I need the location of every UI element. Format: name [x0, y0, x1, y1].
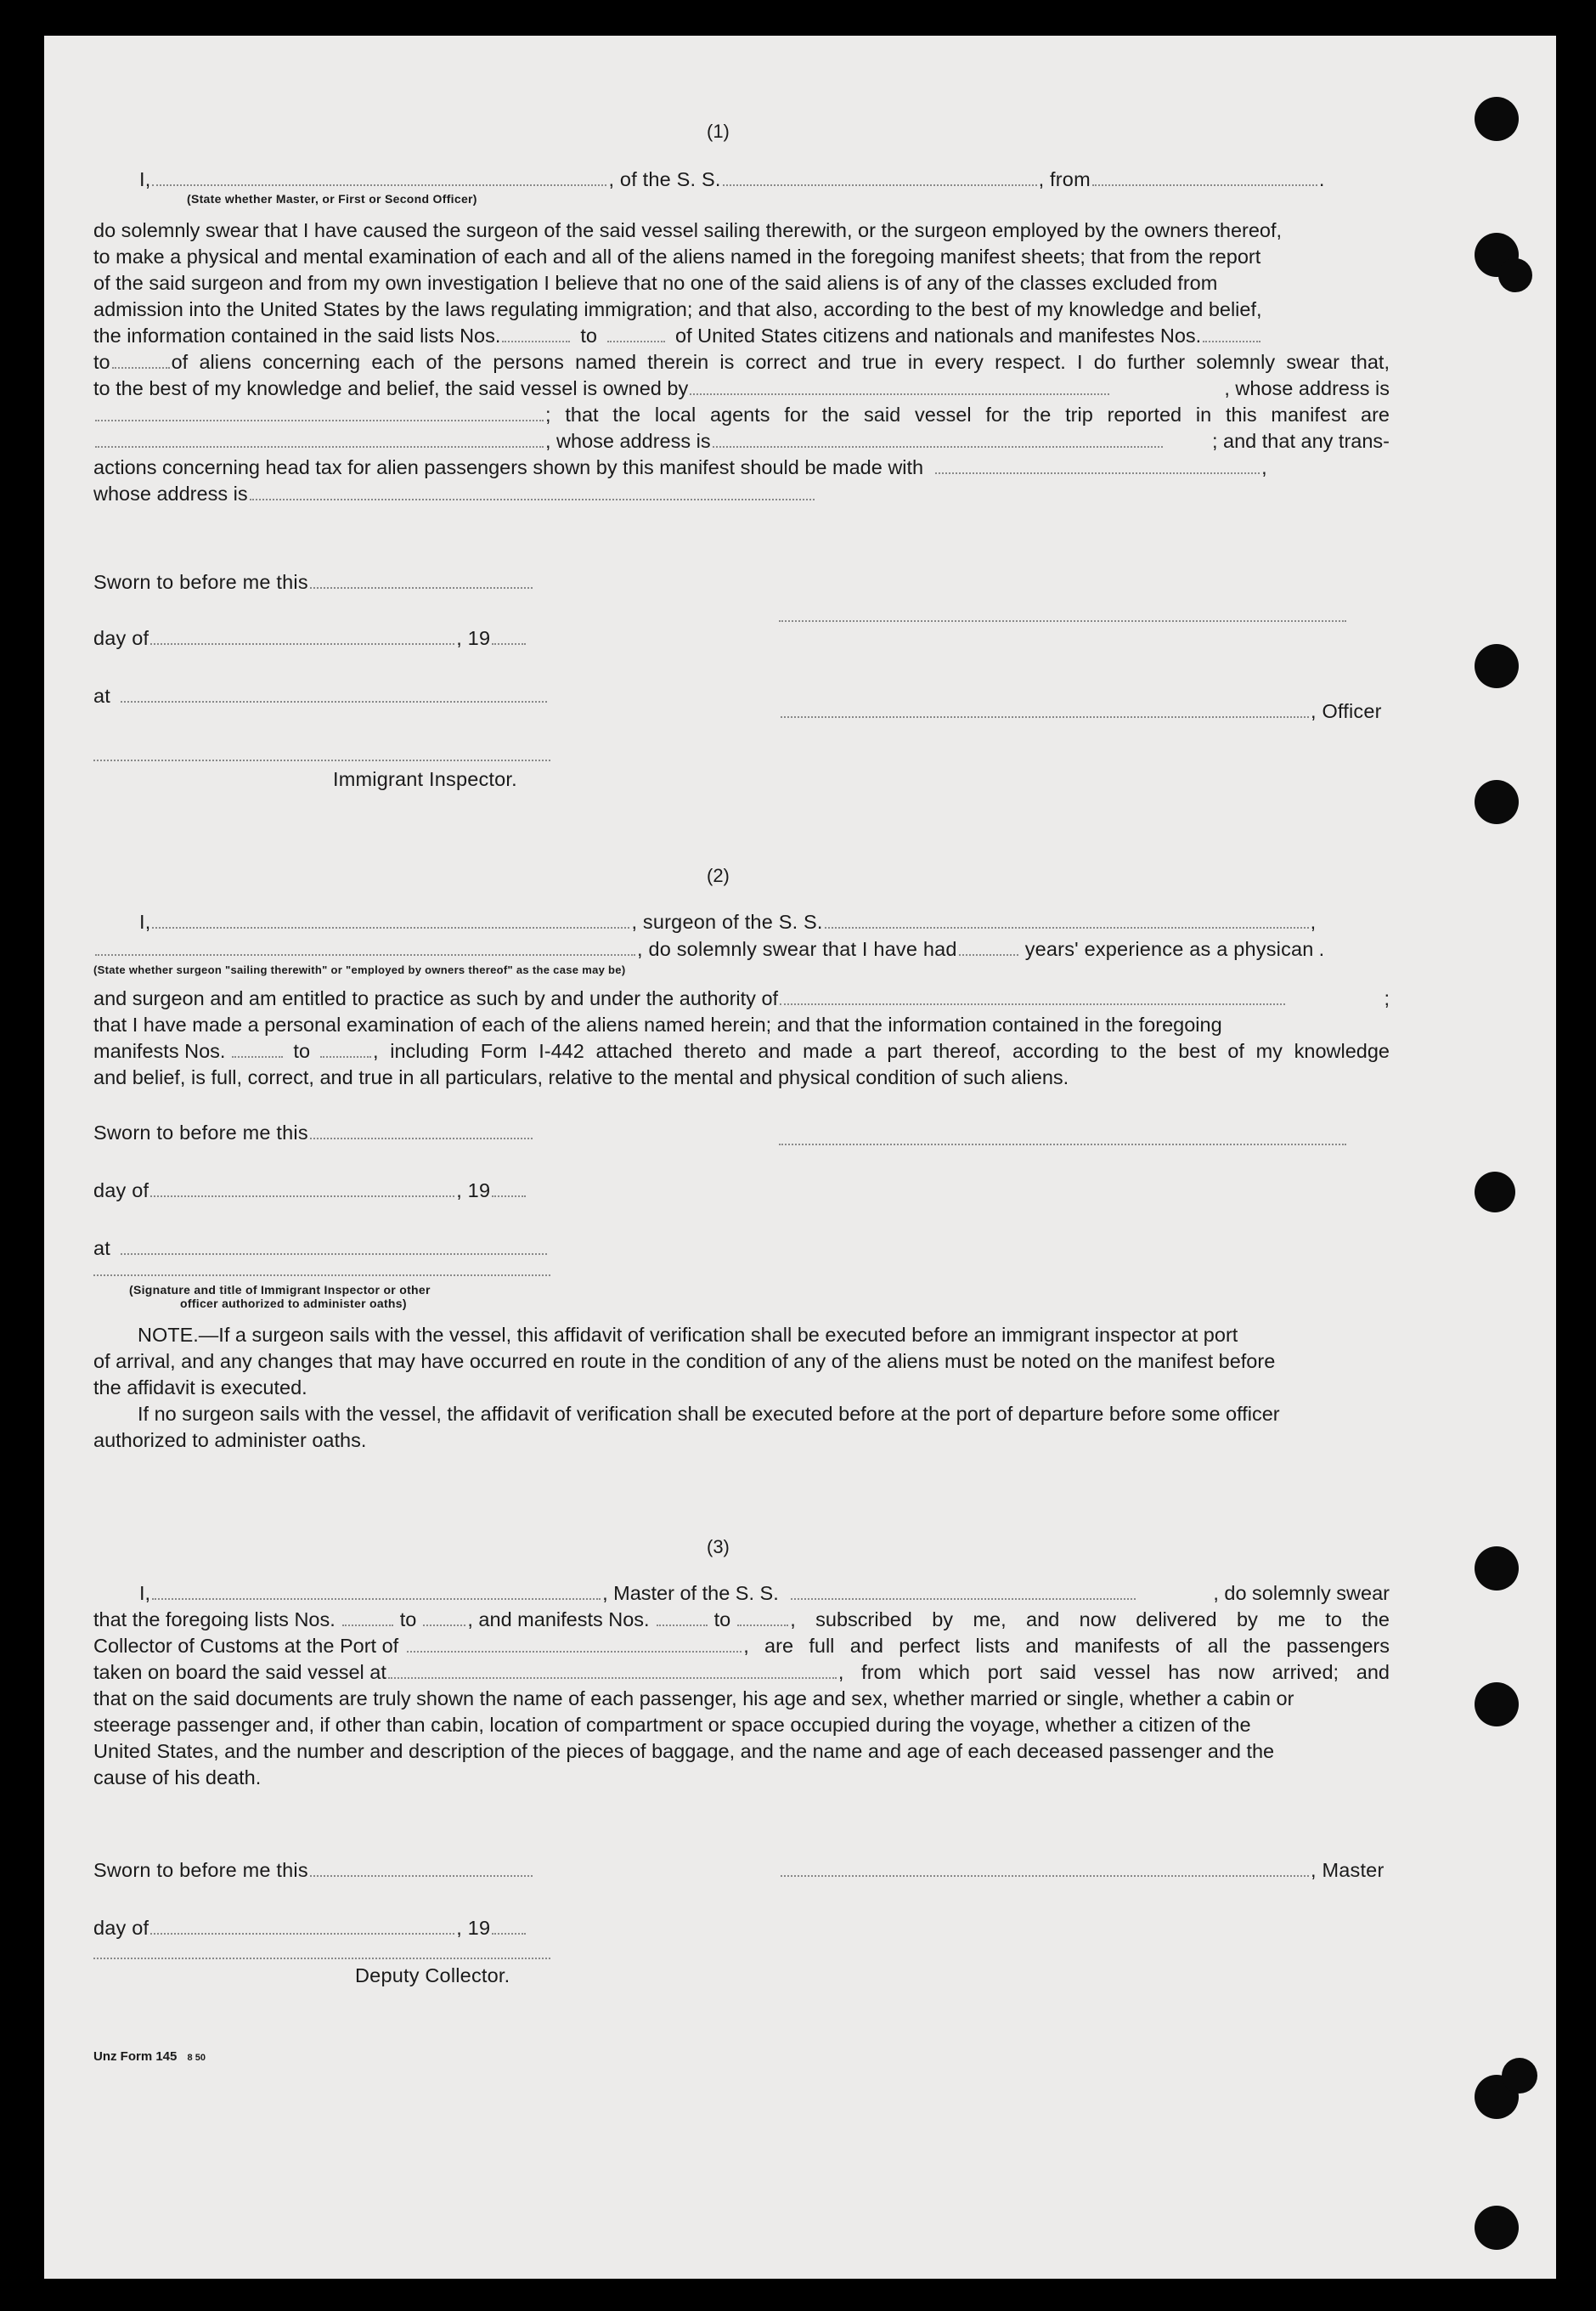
body-line: taken on board the said vessel at , from which port said vessel has now arrived; and: [93, 1661, 1390, 1683]
signature-line[interactable]: [779, 620, 1346, 622]
sworn-line: Sworn to before me this: [93, 1122, 534, 1144]
body-line: actions concerning head tax for alien passengers shown by this manifest should be made with ,: [93, 456, 1267, 478]
inspector-label: Immigrant Inspector.: [333, 768, 517, 790]
signature-note: (Signature and title of Immigrant Inspector or other: [129, 1283, 431, 1297]
manifest-to-field[interactable]: [112, 367, 170, 369]
year-field[interactable]: [492, 643, 526, 645]
place-field[interactable]: [121, 1253, 547, 1255]
manifests-to-field[interactable]: [737, 1624, 788, 1626]
section-2-body: [93, 986, 1390, 1091]
body-line: of the said surgeon and from my own investigation I believe that no one of the said aliens is of any of the classes excluded from: [93, 272, 1218, 294]
section-1-body: [93, 218, 1390, 507]
master-line: I, , of the S. S. , from .: [139, 168, 1325, 190]
owner-field[interactable]: [690, 393, 1109, 395]
punch-hole: [1475, 644, 1519, 688]
body-line: do solemnly swear that I have caused the surgeon of the said vessel sailing therewith, or the surgeon employed by the owners thereof,: [93, 219, 1283, 241]
body-line: to the best of my knowledge and belief, the said vessel is owned by , whose address is: [93, 377, 1390, 399]
manifests-to-field[interactable]: [320, 1056, 371, 1058]
lists-to-field[interactable]: [423, 1624, 465, 1626]
section-3-number: (3): [707, 1536, 730, 1557]
note-line: If no surgeon sails with the vessel, the affidavit of verification shall be executed before at the port of departure before some officer: [138, 1403, 1280, 1425]
day-field[interactable]: [150, 1195, 454, 1197]
authority-field[interactable]: [780, 1003, 1285, 1005]
body-line: admission into the United States by the laws regulating immigration; and that also, according to the best of my knowledge and belief,: [93, 298, 1262, 320]
inspector-signature-line[interactable]: [93, 1274, 550, 1276]
agents-field[interactable]: [95, 446, 544, 448]
body-line: manifests Nos. to , including Form I-442 attached thereto and made a part thereof, according to the best of my knowledge: [93, 1040, 1390, 1062]
body-line: ; that the local agents for the said vessel for the trip reported in this manifest are: [93, 402, 1390, 428]
master-signature-field[interactable]: [781, 1875, 1309, 1877]
section-2-number: (2): [707, 865, 730, 886]
manifest-nos-field[interactable]: [1203, 341, 1260, 342]
body-line: and surgeon and am entitled to practice as such by and under the authority of ;: [93, 987, 1390, 1009]
body-line: steerage passenger and, if other than cabin, location of compartment or space occupied during the voyage, whether a citizen of the: [93, 1714, 1251, 1736]
punch-hole: [1475, 780, 1519, 824]
experience-line: , do solemnly swear that I have had years' experience as a physican .: [93, 938, 1401, 961]
sworn-date-field[interactable]: [310, 587, 533, 589]
from-field[interactable]: [1092, 184, 1317, 186]
punch-hole: [1475, 1546, 1519, 1591]
note-line: the affidavit is executed.: [93, 1376, 307, 1398]
vessel-field[interactable]: [791, 1598, 1136, 1600]
vessel-field[interactable]: [723, 184, 1037, 186]
surgeon-signature-line[interactable]: [779, 1144, 1346, 1145]
years-field[interactable]: [959, 954, 1018, 956]
master-signature-line: , Master: [779, 1859, 1384, 1882]
surgeon-note: (State whether surgeon "sailing therewith" or "employed by owners thereof" as the case may be): [93, 963, 626, 976]
lists-from-field[interactable]: [502, 341, 570, 342]
sworn-date-field[interactable]: [310, 1138, 533, 1139]
manifests-from-field[interactable]: [657, 1624, 708, 1626]
sworn-line: Sworn to before me this: [93, 571, 534, 594]
surgeon-status-field[interactable]: [95, 954, 635, 956]
head-tax-address-field[interactable]: [250, 499, 815, 500]
day-line: day of , 19: [93, 1917, 527, 1940]
at-line: at: [93, 685, 549, 708]
body-line: , whose address is ; and that any trans-: [93, 428, 1390, 455]
officer-signature-field[interactable]: [781, 716, 1309, 718]
day-line: day of , 19: [93, 1179, 527, 1202]
day-field[interactable]: [150, 643, 454, 645]
year-field[interactable]: [492, 1195, 526, 1197]
collector-signature-line[interactable]: [93, 1958, 550, 1959]
officer-line: , Officer: [779, 700, 1382, 723]
boarded-at-field[interactable]: [388, 1677, 837, 1679]
owner-address-field[interactable]: [95, 420, 544, 421]
punch-hole: [1502, 2058, 1537, 2093]
collector-label: Deputy Collector.: [355, 1964, 510, 1986]
body-line: the information contained in the said lists Nos. to of United States citizens and nationals and manifestes Nos.: [93, 323, 1390, 349]
form-id: Unz Form 145 8 50: [93, 2049, 206, 2064]
sworn-line: Sworn to before me this: [93, 1859, 534, 1882]
punch-hole: [1498, 258, 1532, 292]
surgeon-vessel-field[interactable]: [825, 927, 1309, 929]
place-field[interactable]: [121, 701, 547, 703]
body-line: that I have made a personal examination of each of the aliens named herein; and that the information contained in the foregoing: [93, 1014, 1222, 1036]
head-tax-field[interactable]: [935, 472, 1260, 474]
body-line: United States, and the number and description of the pieces of baggage, and the name and age of each deceased passenger and the: [93, 1740, 1275, 1762]
body-line: whose address is: [93, 481, 1390, 507]
at-line: at: [93, 1237, 549, 1260]
master-name-field[interactable]: [152, 1598, 601, 1600]
body-line: to of aliens concerning each of the persons named therein is correct and true in every respect. I do further solemnly swear that,: [93, 351, 1390, 373]
body-line: to make a physical and mental examination of each and all of the aliens named in the foregoing manifest sheets; that from the report: [93, 246, 1261, 268]
manifests-from-field[interactable]: [232, 1056, 283, 1058]
form-page: [44, 36, 1556, 2279]
body-line: cause of his death.: [93, 1766, 262, 1788]
agents-address-field[interactable]: [713, 446, 1163, 448]
body-line: that on the said documents are truly shown the name of each passenger, his age and sex, whether married or single, whether a cabin or: [93, 1687, 1294, 1709]
body-line: Collector of Customs at the Port of , are full and perfect lists and manifests of all the passengers: [93, 1635, 1390, 1657]
note-paragraph: [93, 1322, 1390, 1454]
surgeon-line: I, , surgeon of the S. S. ,: [139, 911, 1317, 933]
section-3-body: [93, 1580, 1390, 1791]
officer-note: (State whether Master, or First or Second Officer): [187, 192, 477, 206]
year-field[interactable]: [492, 1933, 526, 1935]
lists-to-field[interactable]: [607, 341, 665, 342]
day-line: day of , 19: [93, 627, 527, 650]
punch-hole: [1475, 1682, 1519, 1726]
note-line: authorized to administer oaths.: [93, 1429, 367, 1451]
sworn-date-field[interactable]: [310, 1875, 533, 1877]
signature-note: officer authorized to administer oaths): [180, 1297, 407, 1310]
inspector-signature-line[interactable]: [93, 760, 550, 761]
body-line: that the foregoing lists Nos. to , and manifests Nos. to , subscribed by me, and now delivered by me to the: [93, 1608, 1390, 1630]
punch-hole: [1475, 1172, 1515, 1212]
punch-hole: [1475, 97, 1519, 141]
body-line: and belief, is full, correct, and true in all particulars, relative to the mental and physical condition of such aliens.: [93, 1066, 1069, 1088]
punch-hole: [1475, 2206, 1519, 2250]
surgeon-name-field[interactable]: [152, 927, 629, 929]
day-field[interactable]: [150, 1933, 454, 1935]
note-line: of arrival, and any changes that may have occurred en route in the condition of any of the aliens must be noted on the manifest before: [93, 1350, 1276, 1372]
body-line: I, , Master of the S. S. , do solemnly swear: [139, 1582, 1390, 1604]
port-field[interactable]: [407, 1651, 742, 1653]
lists-from-field[interactable]: [342, 1624, 393, 1626]
note-line: NOTE.—If a surgeon sails with the vessel, this affidavit of verification shall be executed before an immigrant inspector at port: [138, 1324, 1238, 1346]
name-field[interactable]: [152, 184, 606, 186]
section-1-number: (1): [707, 121, 730, 142]
